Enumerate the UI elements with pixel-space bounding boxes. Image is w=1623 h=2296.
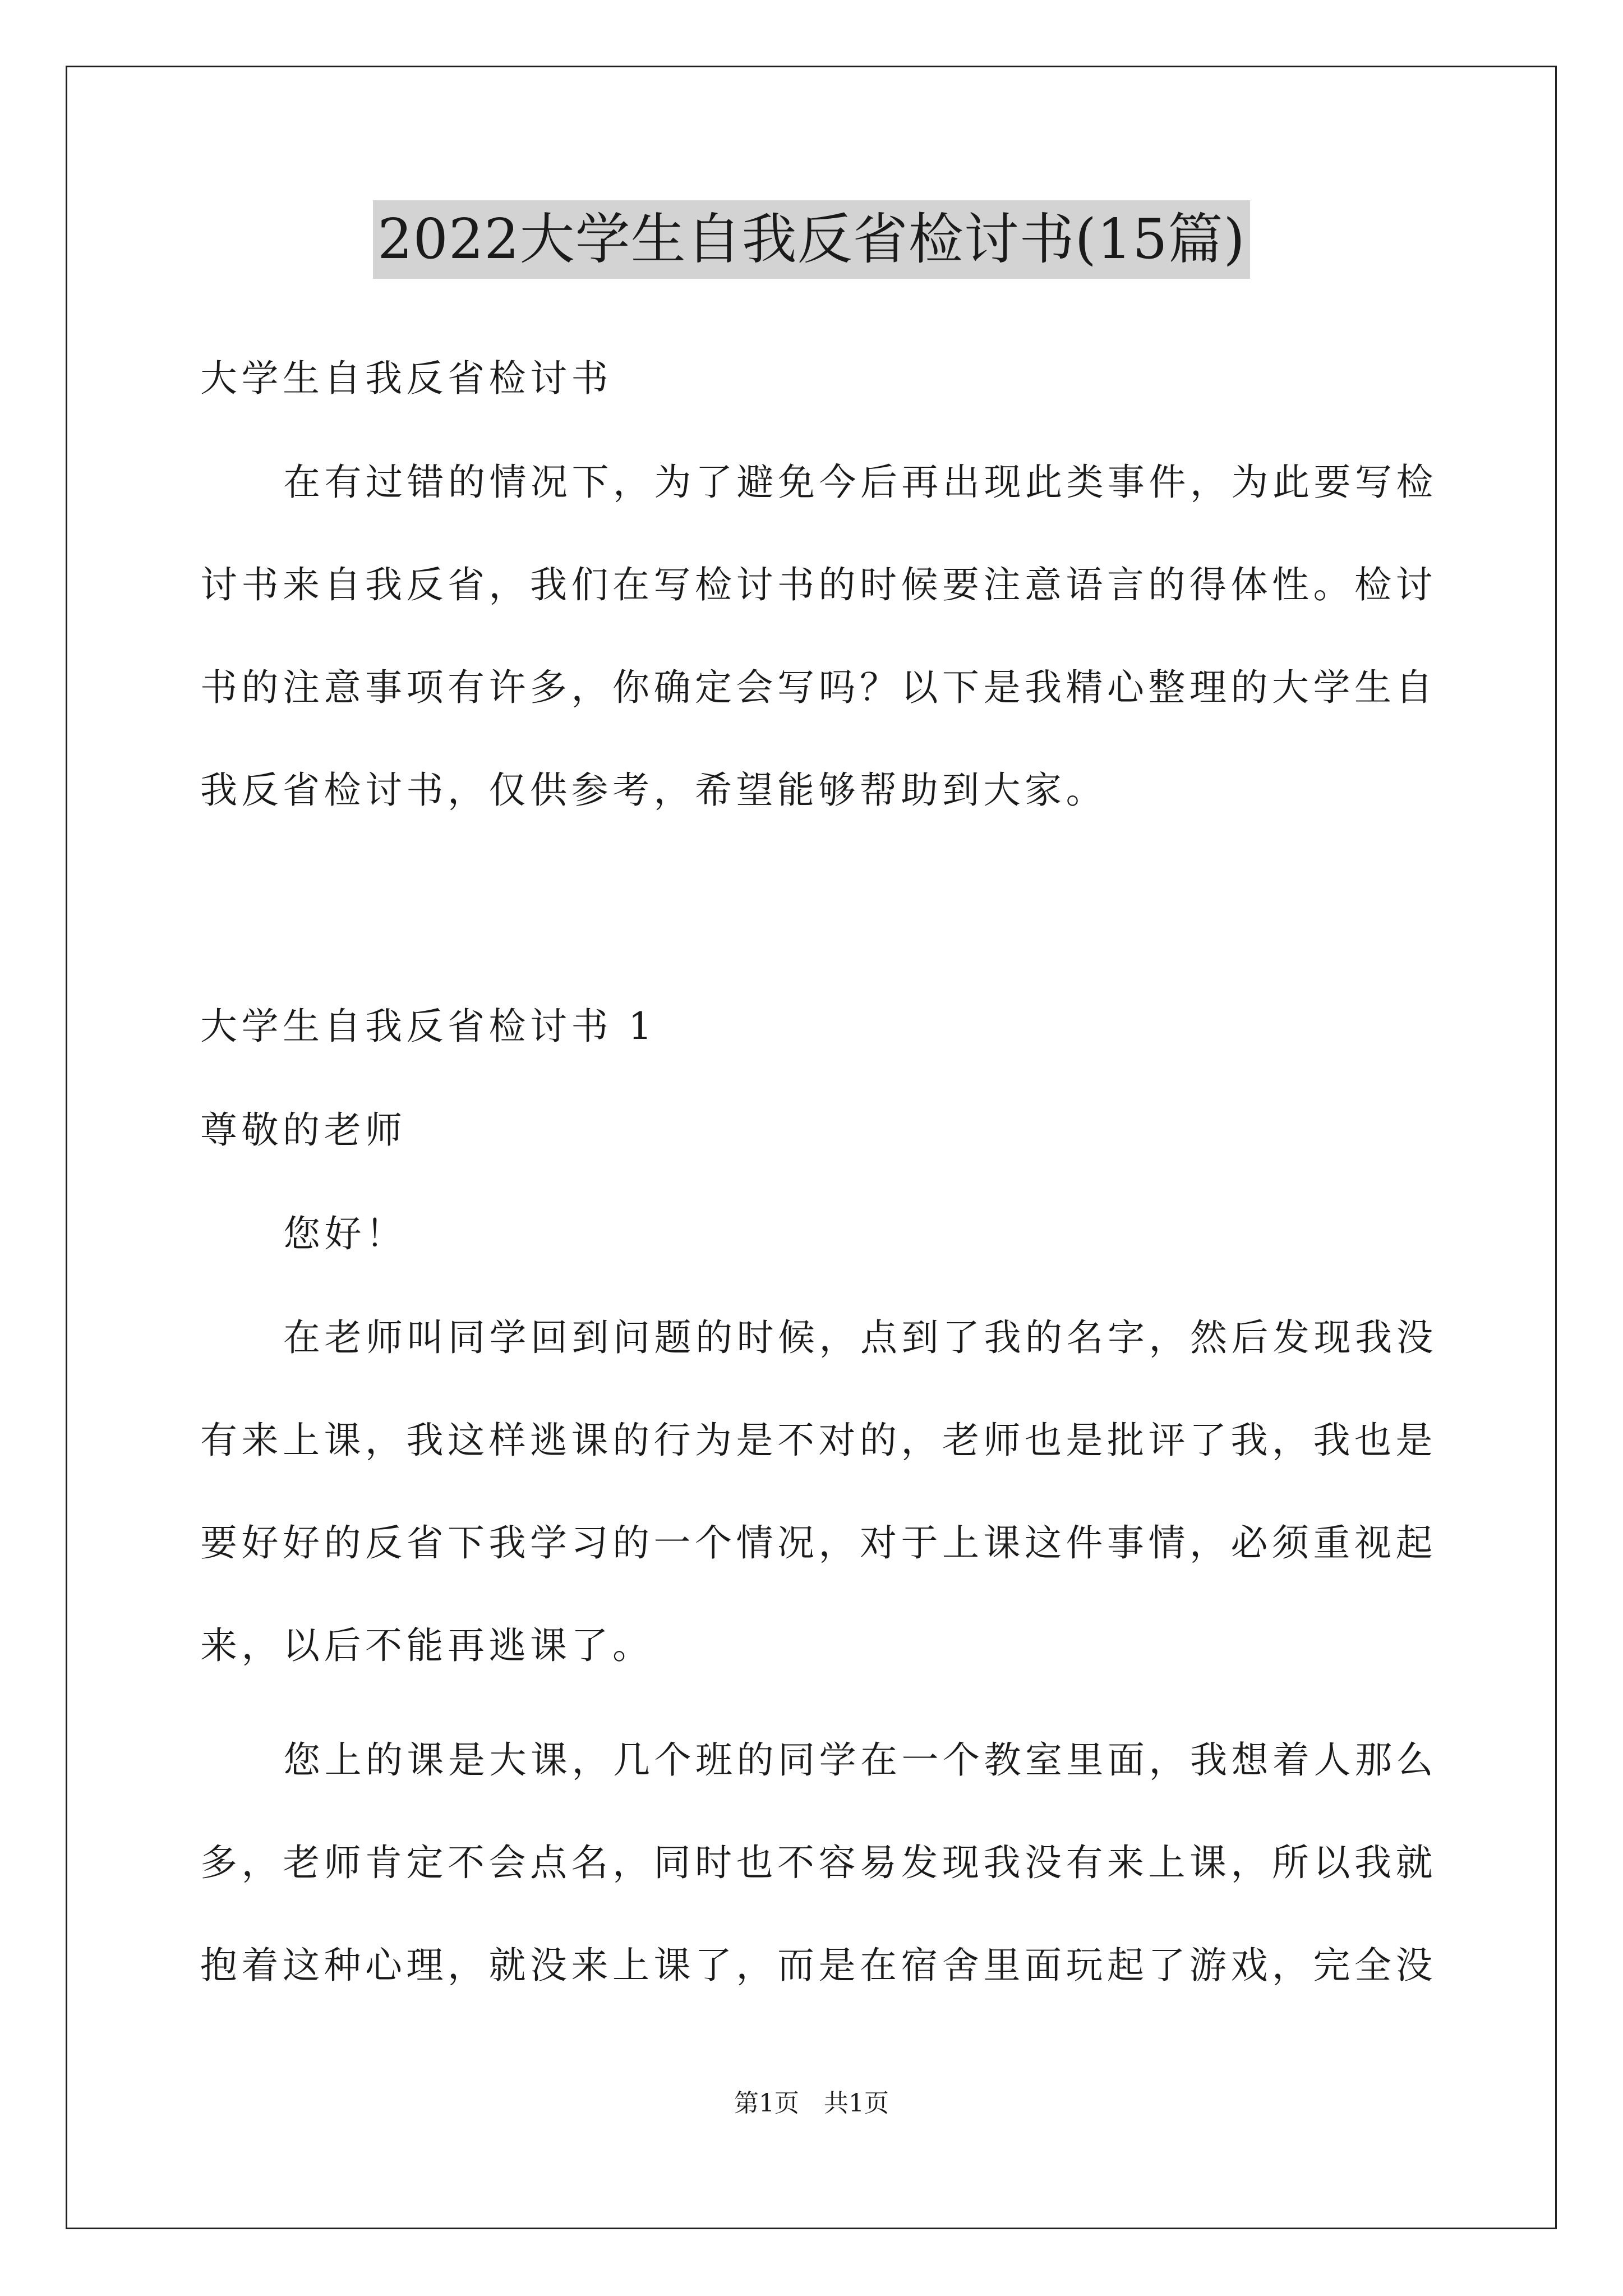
page-footer: 第1页 共1页 bbox=[734, 2089, 889, 2118]
section-heading-1: 大学生自我反省检讨书 1 bbox=[200, 1005, 656, 1048]
para2-line-3: 抱着这种心理，就没来上课了，而是在宿舍里面玩起了游戏，完全没 bbox=[200, 1944, 1437, 1987]
intro-line-3: 书的注意事项有许多，你确定会写吗？以下是我精心整理的大学生自 bbox=[200, 666, 1437, 709]
intro-line-1: 在有过错的情况下，为了避免今后再出现此类事件，为此要写检 bbox=[283, 461, 1437, 504]
para1-line-3: 要好好的反省下我学习的一个情况，对于上课这件事情，必须重视起 bbox=[200, 1521, 1437, 1565]
para2-line-2: 多，老师肯定不会点名，同时也不容易发现我没有来上课，所以我就 bbox=[200, 1841, 1437, 1884]
intro-line-2: 讨书来自我反省，我们在写检讨书的时候要注意语言的得体性。检讨 bbox=[200, 563, 1437, 606]
intro-line-4: 我反省检讨书，仅供参考，希望能够帮助到大家。 bbox=[200, 769, 1107, 812]
para1-line-2: 有来上课，我这样逃课的行为是不对的，老师也是批评了我，我也是 bbox=[200, 1419, 1437, 1462]
document-title bbox=[0, 200, 1623, 279]
document-title-text: 2022大学生自我反省检讨书(15篇) bbox=[373, 200, 1250, 279]
para1-line-4: 来，以后不能再逃课了。 bbox=[200, 1624, 654, 1667]
para1-line-1: 在老师叫同学回到问题的时候，点到了我的名字，然后发现我没 bbox=[283, 1316, 1437, 1359]
salutation: 尊敬的老师 bbox=[200, 1108, 407, 1152]
section-heading-intro: 大学生自我反省检讨书 bbox=[200, 357, 612, 400]
para2-line-1: 您上的课是大课，几个班的同学在一个教室里面，我想着人那么 bbox=[283, 1738, 1437, 1782]
greeting: 您好！ bbox=[283, 1212, 407, 1255]
